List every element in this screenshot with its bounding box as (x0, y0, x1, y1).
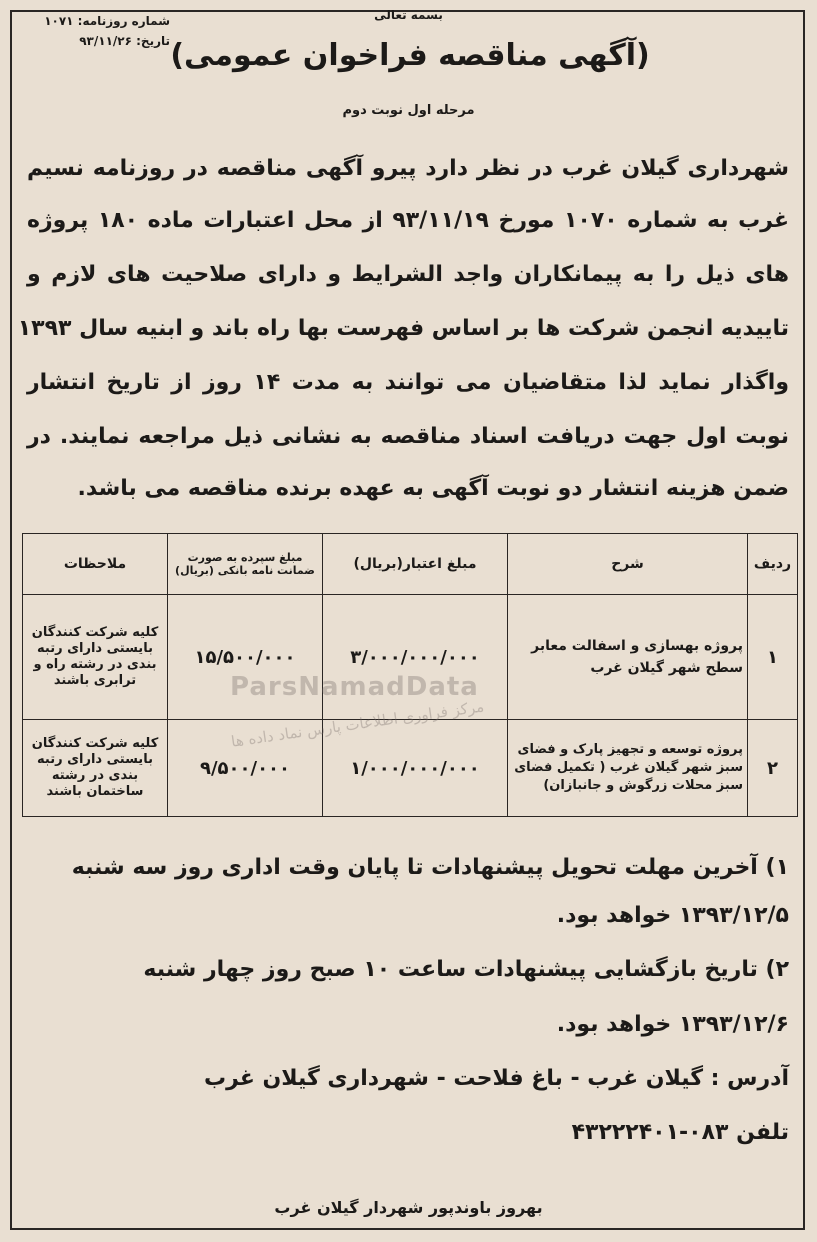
body-line-2: غرب به شماره ۱۰۷۰ مورخ ۹۳/۱۱/۱۹ از محل اعتبارات ماده ۱۸۰ پروژه (27, 208, 789, 233)
row-guarantee: ۱۵/۵۰۰/۰۰۰ (168, 595, 323, 720)
body-line-3: های ذیل را به پیمانکاران واجد الشرایط و دارای صلاحیت های لازم و (27, 262, 789, 287)
address-line: آدرس : گیلان غرب - باغ فلاحت - شهرداری گیلان غرب (204, 1066, 789, 1091)
row-credit: ۳/۰۰۰/۰۰۰/۰۰۰ (323, 595, 508, 720)
table-row (23, 720, 798, 817)
row-notes: کلیه شرکت کنندگان بایستی دارای رتبه بندی در رشته ساختمان باشند (23, 720, 168, 817)
signature: بهروز باوندپور شهردار گیلان غرب (274, 1198, 543, 1217)
phone-line: تلفن ۰۸۳-۴۳۲۲۲۴۰۱ (571, 1120, 789, 1145)
row-description: پروژه توسعه و تجهیز پارک و فضای سبز شهر گیلان غرب ( تکمیل فضای سبز محلات زرگوش و جانبازان) (508, 720, 748, 817)
watermark-latin: ParsNamadData (230, 672, 479, 702)
body-line-5: واگذار نماید لذا متقاضیان می توانند به مدت ۱۴ روز از تاریخ انتشار (27, 370, 789, 395)
row-description: پروژه بهسازی و اسفالت معابر سطح شهر گیلان غرب (508, 595, 748, 720)
deadline-line-2: ۱۳۹۳/۱۲/۵ خواهد بود. (556, 903, 789, 928)
header-credit: مبلغ اعتبار(بریال) (323, 534, 508, 595)
body-line-7: ضمن هزینه انتشار دو نوبت آگهی به عهده برنده مناقصه می باشد. (77, 476, 789, 501)
body-line-6: نوبت اول جهت دریافت اسناد مناقصه به نشانی ذیل مراجعه نمایند. در (27, 424, 789, 449)
row-number: ۱ (748, 595, 798, 720)
besmellah: بسمه تعالی (374, 8, 443, 22)
body-line-4: تاییدیه انجمن شرکت ها بر اساس فهرست بها راه باند و ابنیه سال ۱۳۹۳ (17, 316, 789, 341)
watermark-persian: مرکز فراوری اطلاعات پارس نماد داده ها (229, 697, 486, 751)
notice-date: تاریخ: ۹۳/۱۱/۲۶ (79, 34, 170, 48)
body-line-1: شهرداری گیلان غرب در نظر دارد پیرو آگهی مناقصه در روزنامه نسیم (27, 156, 789, 181)
notice-title: (آگهی مناقصه فراخوان عمومی) (170, 38, 650, 73)
row-number: ۲ (748, 720, 798, 817)
newspaper-number: شماره روزنامه: ۱۰۷۱ (44, 14, 170, 28)
header-guarantee: مبلغ سپرده به صورت ضمانت نامه بانکی (بریال) (168, 534, 323, 595)
opening-line-2: ۱۳۹۳/۱۲/۶ خواهد بود. (556, 1012, 789, 1037)
header-row-number: ردیف (748, 534, 798, 595)
opening-line-1: ۲) تاریخ بازگشایی پیشنهادات ساعت ۱۰ صبح روز چهار شنبه (143, 957, 789, 982)
row-credit: ۱/۰۰۰/۰۰۰/۰۰۰ (323, 720, 508, 817)
deadline-line-1: ۱) آخرین مهلت تحویل پیشنهادات تا پایان وقت اداری روز سه شنبه (71, 855, 789, 880)
header-description: شرح (508, 534, 748, 595)
header-notes: ملاحظات (23, 534, 168, 595)
row-notes: کلیه شرکت کنندگان بایستی دارای رتبه بندی در رشته راه و ترابری باشند (23, 595, 168, 720)
row-guarantee: ۹/۵۰۰/۰۰۰ (168, 720, 323, 817)
table-header-row (23, 534, 798, 595)
notice-subtitle: مرحله اول نوبت دوم (342, 103, 475, 118)
